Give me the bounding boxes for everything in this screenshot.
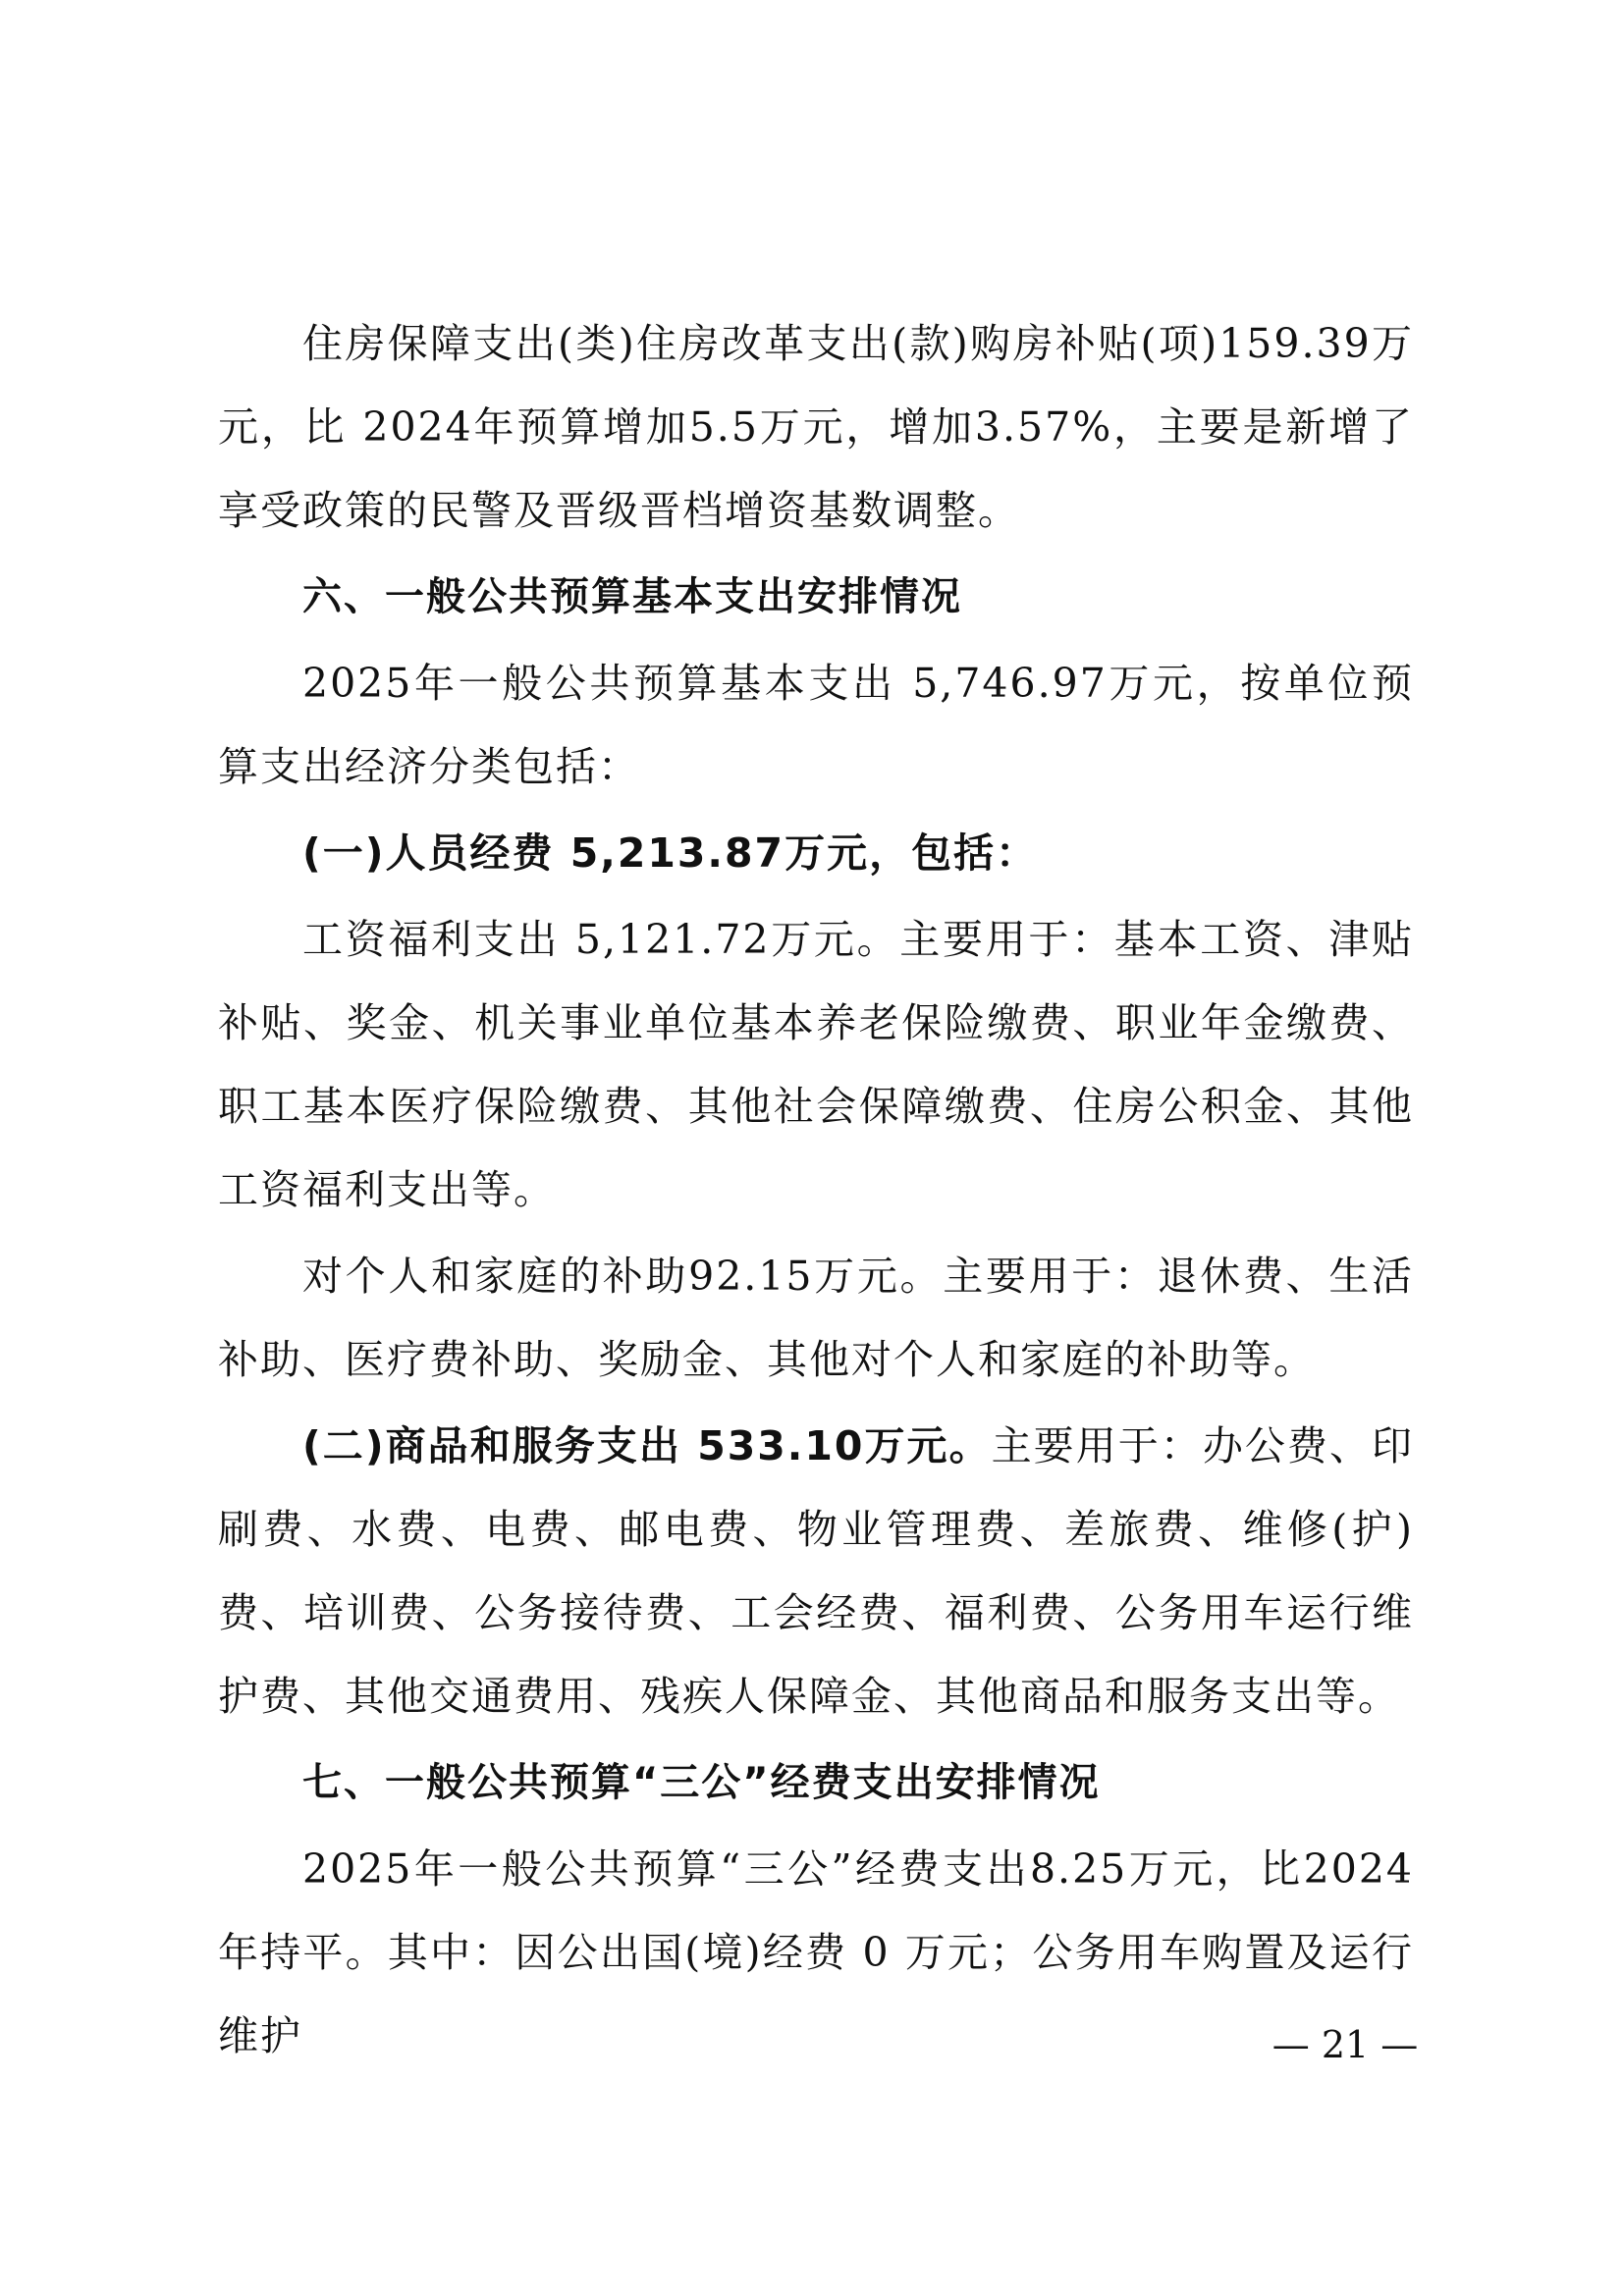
paragraph-housing-subsidy: 住房保障支出(类)住房改革支出(款)购房补贴(项)159.39万元，比 2024年预算增加5.5万元，增加3.57%，主要是新增了享受政策的民警及晋级晋档增资基数调整。 [218, 320, 1414, 534]
section-heading-basic-expenditure: 六、一般公共预算基本支出安排情况 [302, 574, 962, 619]
paragraph-goods-services-rest: 主要用于：办公费、印刷费、水费、电费、邮电费、物业管理费、差旅费、维修(护)费、培训费、公务接待费、工会经费、福利费、公务用车运行维护费、其他交通费用、残疾人保障金、其他商品和服务支出等。 [218, 1422, 1414, 1720]
page-number: — 21 — [1271, 2023, 1419, 2066]
paragraph-household-subsidy: 对个人和家庭的补助92.15万元。主要用于：退休费、生活补助、医疗费补助、奖励金、其他对个人和家庭的补助等。 [218, 1253, 1414, 1383]
document-body [218, 302, 1414, 2081]
paragraph-wages-welfare: 工资福利支出 5,121.72万元。主要用于：基本工资、津贴补贴、奖金、机关事业单位基本养老保险缴费、职业年金缴费、职工基本医疗保险缴费、其他社会保障缴费、住房公积金、其他工资福利支出等。 [218, 916, 1414, 1213]
paragraph-three-public-expenses: 2025年一般公共预算“三公”经费支出8.25万元，比2024年持平。其中：因公出国(境)经费 0 万元；公务用车购置及运行维护 [218, 1845, 1414, 2059]
paragraph-goods-services-lead: (二)商品和服务支出 533.10万元。 [302, 1422, 992, 1469]
section-heading-three-public-expenses: 七、一般公共预算“三公”经费支出安排情况 [302, 1760, 1101, 1805]
subheading-personnel-costs [218, 812, 1414, 895]
paragraph-basic-expenditure-total: 2025年一般公共预算基本支出 5,746.97万元，按单位预算支出经济分类包括： [218, 660, 1414, 790]
subheading-personnel-costs-lead: (一)人员经费 5,213.87万元，包括： [302, 829, 1039, 877]
paragraph-goods-services [218, 1405, 1414, 1738]
